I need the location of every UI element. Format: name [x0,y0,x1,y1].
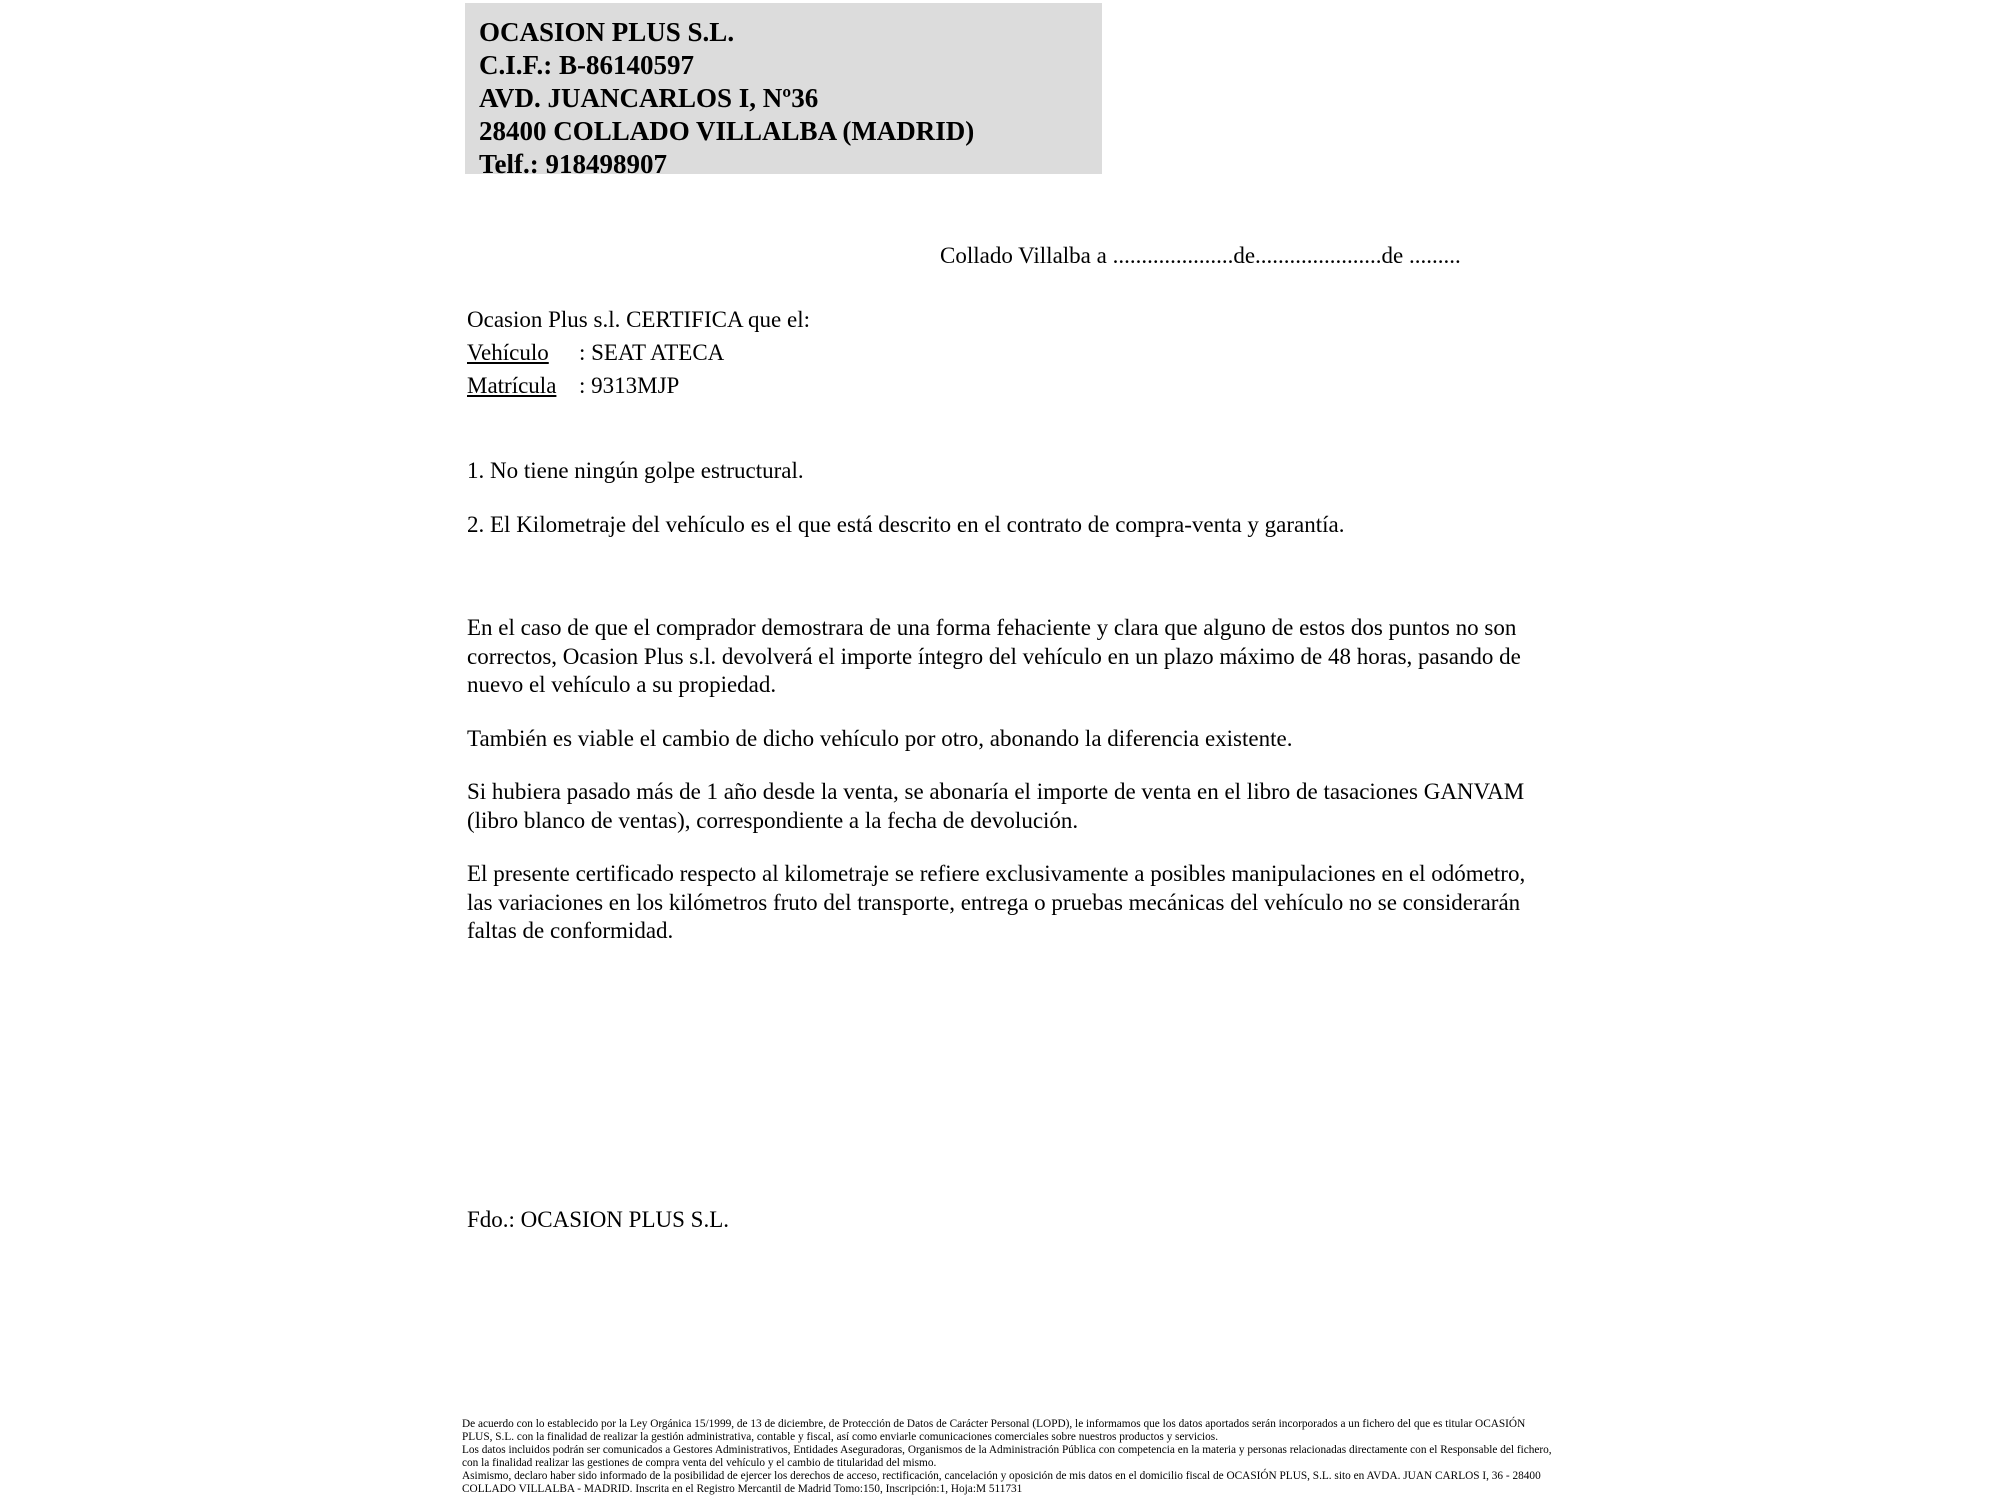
certificate-intro-block [467,303,810,402]
certified-points [467,457,1552,539]
point-1: 1. No tiene ningún golpe estructural. [467,458,804,483]
vehicle-label: Vehículo [467,340,549,365]
company-header-block [465,3,1102,179]
vehicle-value: : SEAT ATECA [579,340,725,365]
body-paragraphs [467,614,1552,971]
company-address: AVD. JUANCARLOS I, Nº36 [479,83,819,113]
footer-data-sharing: Los datos incluidos podrán ser comunicados a Gestores Administrativos, Entidades Aseguradoras, Organismos de la Administración Pública con competencia en la materia y personas relacionadas directamente con el Responsable del fichero, con la finalidad realizar las gestiones de compra venta del vehículo y el cambio de titularidad del mismo. [462,1444,1552,1469]
paragraph-odometer: El presente certificado respecto al kilometraje se refiere exclusivamente a posibles manipulaciones en el odómetro, las variaciones en los kilómetros fruto del transporte, entrega o pruebas mecánicas del vehículo no se considerarán faltas de conformidad. [467,861,1526,943]
company-city: 28400 COLLADO VILLALBA (MADRID) [479,116,975,146]
plate-label: Matrícula [467,373,557,398]
company-phone: Telf.: 918498907 [479,149,667,179]
company-cif: C.I.F.: B-86140597 [479,50,695,80]
paragraph-exchange: También es viable el cambio de dicho vehículo por otro, abonando la diferencia existente. [467,725,1293,751]
company-name: OCASION PLUS S.L. [479,17,735,47]
plate-label-wrap [467,369,579,402]
point-2: 2. El Kilometraje del vehículo es el que está descrito en el contrato de compra-venta y garantía. [467,512,1345,537]
legal-footer [462,1418,1557,1496]
paragraph-refund: En el caso de que el comprador demostrara de una forma fehaciente y clara que alguno de estos dos puntos no son correctos, Ocasion Plus s.l. devolverá el importe íntegro del vehículo en un plazo máximo de 48 horas, pasando de nuevo el vehículo a su propiedad. [467,615,1521,697]
footer-rights: Asimismo, declaro haber sido informado de la posibilidad de ejercer los derechos de acceso, rectificación, cancelación y oposición de mis datos en el domicilio fiscal de OCASIÓN PLUS, S.L. sito en AVDA. JUAN CARLOS I, 36 - 28400 COLLADO VILLALBA - MADRID. Inscrita en el Registro Mercantil de Madrid Tomo:150, Inscripción:1, Hoja:M 511731 [462,1470,1541,1495]
date-place-line: Collado Villalba a .....................de......................de ......... [940,243,1461,268]
vehicle-label-wrap [467,336,579,369]
certify-intro: Ocasion Plus s.l. CERTIFICA que el: [467,307,810,332]
plate-value: : 9313MJP [579,373,680,398]
footer-lopd: De acuerdo con lo establecido por la Ley Orgánica 15/1999, de 13 de diciembre, de Protección de Datos de Carácter Personal (LOPD), le informamos que los datos aportados serán incorporados a un fichero del que es titular OCASIÓN PLUS, S.L. con la finalidad de realizar la gestión administrativa, contable y fiscal, así como enviarle comunicaciones comerciales sobre nuestros productos y servicios. [462,1418,1526,1443]
vehicle-row [467,336,810,369]
paragraph-ganvam: Si hubiera pasado más de 1 año desde la venta, se abonaría el importe de venta en el libro de tasaciones GANVAM (libro blanco de ventas), correspondiente a la fecha de devolución. [467,779,1525,833]
signature-line: Fdo.: OCASION PLUS S.L. [467,1207,729,1232]
plate-row [467,369,810,402]
